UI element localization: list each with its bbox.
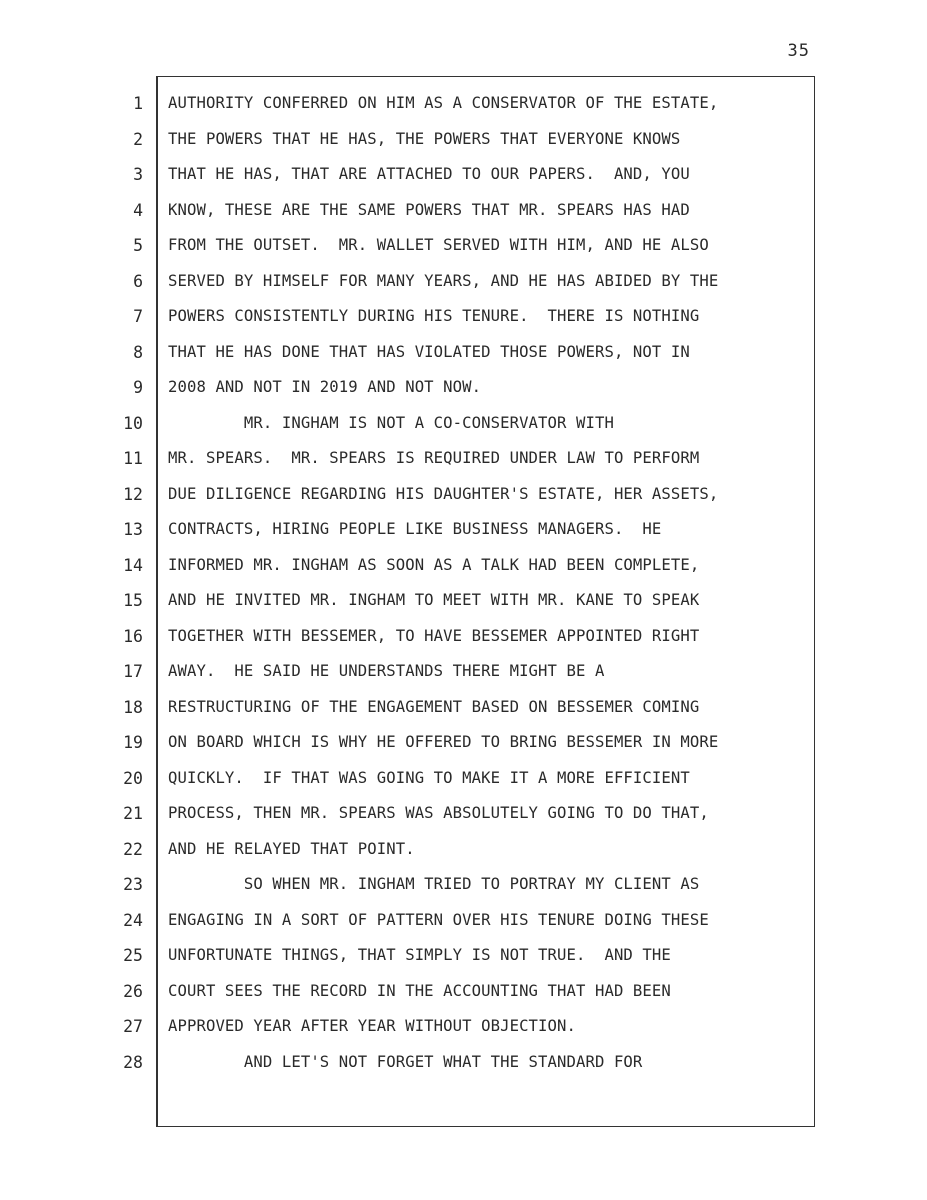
transcript-line: APPROVED YEAR AFTER YEAR WITHOUT OBJECTION. — [168, 1017, 576, 1035]
page-number: 35 — [787, 41, 810, 61]
line-number: 22 — [123, 839, 143, 859]
line-number: 19 — [123, 733, 143, 752]
transcript-text — [168, 86, 808, 1080]
transcript-line: POWERS CONSISTENTLY DURING HIS TENURE. THERE IS NOTHING — [168, 307, 700, 325]
line-number: 24 — [123, 910, 143, 930]
transcript-line: THAT HE HAS DONE THAT HAS VIOLATED THOSE POWERS, NOT IN — [168, 342, 690, 361]
line-number: 21 — [123, 804, 143, 823]
transcript-line: QUICKLY. IF THAT WAS GOING TO MAKE IT A MORE EFFICIENT — [168, 768, 690, 787]
line-number: 14 — [123, 555, 143, 575]
transcript-line: AND HE INVITED MR. INGHAM TO MEET WITH MR. KANE TO SPEAK — [168, 591, 700, 609]
line-number: 23 — [123, 875, 143, 894]
line-number: 9 — [133, 378, 143, 397]
transcript-line: TOGETHER WITH BESSEMER, TO HAVE BESSEMER APPOINTED RIGHT — [168, 626, 700, 645]
transcript-line: ON BOARD WHICH IS WHY HE OFFERED TO BRING BESSEMER IN MORE — [168, 733, 719, 751]
transcript-line: CONTRACTS, HIRING PEOPLE LIKE BUSINESS MANAGERS. HE — [168, 520, 662, 538]
transcript-line: PROCESS, THEN MR. SPEARS WAS ABSOLUTELY GOING TO DO THAT, — [168, 804, 709, 822]
transcript-line: INFORMED MR. INGHAM AS SOON AS A TALK HAD BEEN COMPLETE, — [168, 555, 700, 574]
transcript-line: COURT SEES THE RECORD IN THE ACCOUNTING THAT HAD BEEN — [168, 981, 671, 1000]
line-number: 10 — [123, 413, 143, 433]
line-number: 27 — [123, 1017, 143, 1036]
line-number: 16 — [123, 626, 143, 646]
line-number: 3 — [133, 165, 143, 184]
transcript-line: FROM THE OUTSET. MR. WALLET SERVED WITH HIM, AND HE ALSO — [168, 236, 709, 254]
line-number: 25 — [123, 946, 143, 965]
transcript-line: AUTHORITY CONFERRED ON HIM AS A CONSERVATOR OF THE ESTATE, — [168, 94, 719, 112]
transcript-line: DUE DILIGENCE REGARDING HIS DAUGHTER'S ESTATE, HER ASSETS, — [168, 484, 719, 503]
line-number: 4 — [133, 200, 143, 220]
line-number: 2 — [133, 129, 143, 149]
transcript-line: THE POWERS THAT HE HAS, THE POWERS THAT EVERYONE KNOWS — [168, 129, 681, 148]
transcript-line: UNFORTUNATE THINGS, THAT SIMPLY IS NOT TRUE. AND THE — [168, 946, 671, 964]
line-number-column — [103, 86, 143, 1080]
transcript-line: RESTRUCTURING OF THE ENGAGEMENT BASED ON BESSEMER COMING — [168, 697, 700, 716]
line-number: 7 — [133, 307, 143, 326]
transcript-line: KNOW, THESE ARE THE SAME POWERS THAT MR. SPEARS HAS HAD — [168, 200, 690, 219]
transcript-line: MR. INGHAM IS NOT A CO-CONSERVATOR WITH — [168, 413, 614, 432]
line-number: 8 — [133, 342, 143, 362]
line-number: 13 — [123, 520, 143, 539]
line-number: 11 — [123, 449, 143, 468]
transcript-line: SERVED BY HIMSELF FOR MANY YEARS, AND HE HAS ABIDED BY THE — [168, 271, 719, 290]
transcript-line: AWAY. HE SAID HE UNDERSTANDS THERE MIGHT BE A — [168, 662, 605, 680]
transcript-line: AND LET'S NOT FORGET WHAT THE STANDARD FOR — [168, 1052, 643, 1071]
line-number: 17 — [123, 662, 143, 681]
transcript-line: SO WHEN MR. INGHAM TRIED TO PORTRAY MY CLIENT AS — [168, 875, 700, 893]
line-number: 15 — [123, 591, 143, 610]
line-number: 26 — [123, 981, 143, 1001]
line-number: 28 — [123, 1052, 143, 1072]
line-number: 1 — [133, 94, 143, 113]
transcript-line: THAT HE HAS, THAT ARE ATTACHED TO OUR PAPERS. AND, YOU — [168, 165, 690, 183]
transcript-line: MR. SPEARS. MR. SPEARS IS REQUIRED UNDER LAW TO PERFORM — [168, 449, 700, 467]
line-number: 12 — [123, 484, 143, 504]
transcript-line: AND HE RELAYED THAT POINT. — [168, 839, 415, 858]
line-number: 5 — [133, 236, 143, 255]
transcript-line: ENGAGING IN A SORT OF PATTERN OVER HIS TENURE DOING THESE — [168, 910, 709, 929]
line-number: 6 — [133, 271, 143, 291]
transcript-line: 2008 AND NOT IN 2019 AND NOT NOW. — [168, 378, 482, 396]
line-number: 20 — [123, 768, 143, 788]
line-number: 18 — [123, 697, 143, 717]
